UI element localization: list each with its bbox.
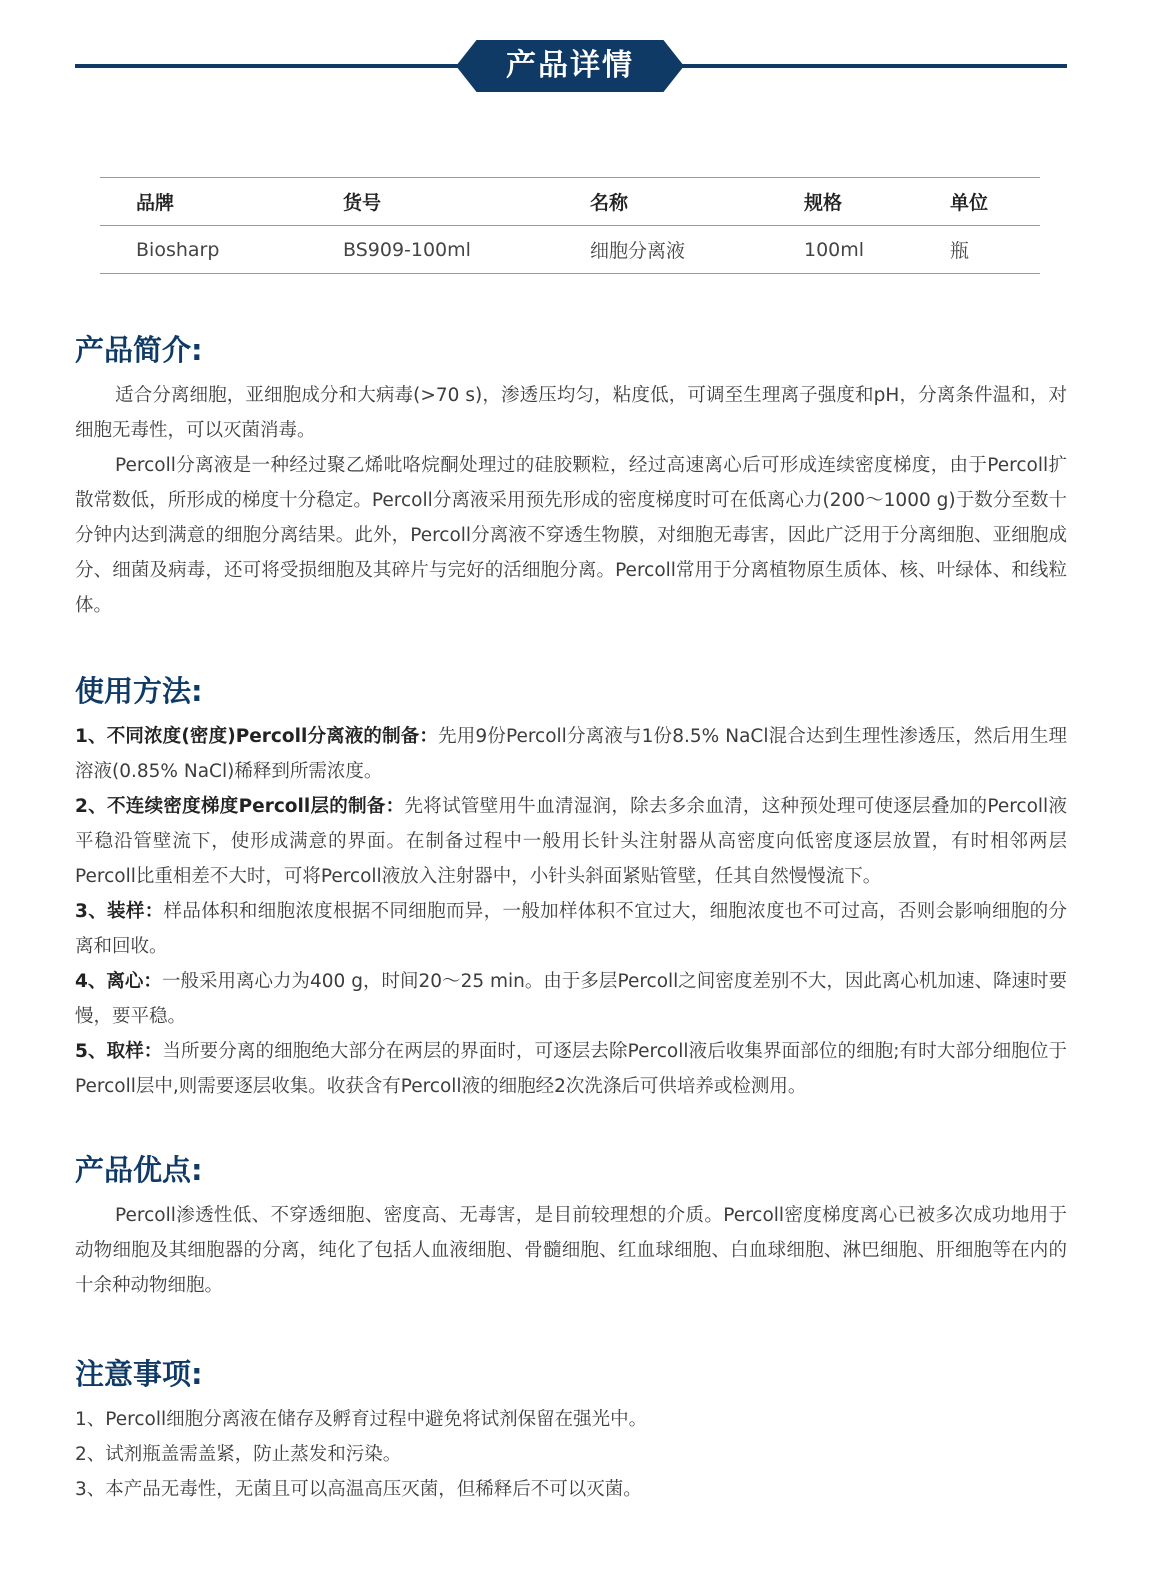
intro-paragraph-1: 适合分离细胞，亚细胞成分和大病毒(>70 s)，渗透压均匀，粘度低，可调至生理离子强度和pH，分离条件温和，对细胞无毒性，可以灭菌消毒。 [75,385,1067,441]
usage-step-2-text: 先将试管壁用牛血清湿润，除去多余血清，这种预处理可使逐层叠加的Percoll液平稳沿管壁流下，使形成满意的界面。在制备过程中一般用长针头注射器从高密度向低密度逐层放置，有时相邻两层Percoll比重相差不大时，可将Percoll液放入注射器中，小针头斜面紧贴管壁，任其自然慢慢流下。 [75,796,1067,887]
usage-step-2 [75,789,1067,894]
table-row [100,226,1040,274]
usage-step-5-text: 当所要分离的细胞绝大部分在两层的界面时，可逐层去除Percoll液后收集界面部位的细胞;有时大部分细胞位于Percoll层中,则需要逐层收集。收获含有Percoll液的细胞经2次洗涤后可供培养或检测用。 [75,1041,1067,1097]
notes-section [75,1354,1067,1507]
cell-name: 细胞分离液 [590,240,686,262]
usage-step-5 [75,1034,1067,1104]
header-spec: 规格 [804,192,843,214]
spec-table [100,177,1040,274]
usage-step-3 [75,894,1067,964]
intro-heading: 产品简介: [75,333,203,367]
header-name: 名称 [590,192,629,214]
header-brand: 品牌 [136,192,175,214]
usage-step-2-lead: 2、不连续密度梯度Percoll层的制备： [75,796,405,817]
intro-section [75,330,1067,623]
cell-item-no: BS909-100ml [343,238,471,261]
header-unit: 单位 [950,192,989,214]
notes-heading: 注意事项: [75,1357,203,1391]
cell-brand: Biosharp [136,238,220,261]
page-title: 产品详情 [506,48,634,83]
usage-section [75,671,1067,1104]
usage-step-4 [75,964,1067,1034]
cell-spec: 100ml [804,238,865,261]
note-item-1: 1、Percoll细胞分离液在储存及孵育过程中避免将试剂保留在强光中。 [75,1409,648,1430]
usage-step-1-text: 先用9份Percoll分离液与1份8.5% NaCl混合达到生理性渗透压，然后用生理溶液(0.85% NaCl)稀释到所需浓度。 [75,726,1067,782]
usage-step-1-lead: 1、不同浓度(密度)Percoll分离液的制备： [75,726,439,747]
advantages-heading: 产品优点: [75,1153,203,1187]
intro-paragraph-2: Percoll分离液是一种经过聚乙烯吡咯烷酮处理过的硅胶颗粒，经过高速离心后可形成连续密度梯度，由于Percoll扩散常数低，所形成的梯度十分稳定。Percoll分离液采用预先形成的密度梯度时可在低离心力(200～1000 g)于数分至数十分钟内达到满意的细胞分离结果。此外，Percoll分离液不穿透生物膜，对细胞无毒害，因此广泛用于分离细胞、亚细胞成分、细菌及病毒，还可将受损细胞及其碎片与完好的活细胞分离。Percoll常用于分离植物原生质体、核、叶绿体、和线粒体。 [75,455,1067,616]
usage-step-3-lead: 3、装样： [75,901,164,922]
usage-step-5-lead: 5、取样： [75,1041,163,1062]
usage-heading: 使用方法: [75,674,203,708]
advantages-section [75,1150,1067,1303]
usage-step-4-lead: 4、离心： [75,971,162,992]
cell-unit: 瓶 [950,240,970,262]
note-item-3: 3、本产品无毒性，无菌且可以高温高压灭菌，但稀释后不可以灭菌。 [75,1479,642,1500]
usage-step-4-text: 一般采用离心力为400 g，时间20～25 min。由于多层Percoll之间密度差别不大，因此离心机加速、降速时要慢，要平稳。 [75,971,1068,1027]
usage-step-1 [75,719,1067,789]
usage-step-3-text: 样品体积和细胞浓度根据不同细胞而异，一般加样体积不宜过大，细胞浓度也不可过高，否则会影响细胞的分离和回收。 [75,901,1067,957]
advantages-paragraph: Percoll渗透性低、不穿透细胞、密度高、无毒害，是目前较理想的介质。Percoll密度梯度离心已被多次成功地用于动物细胞及其细胞器的分离，纯化了包括人血液细胞、骨髓细胞、红血球细胞、白血球细胞、淋巴细胞、肝细胞等在内的十余种动物细胞。 [75,1205,1067,1296]
note-item-2: 2、试剂瓶盖需盖紧，防止蒸发和污染。 [75,1444,402,1465]
header-item-no: 货号 [343,192,382,214]
table-header-row [100,178,1040,226]
